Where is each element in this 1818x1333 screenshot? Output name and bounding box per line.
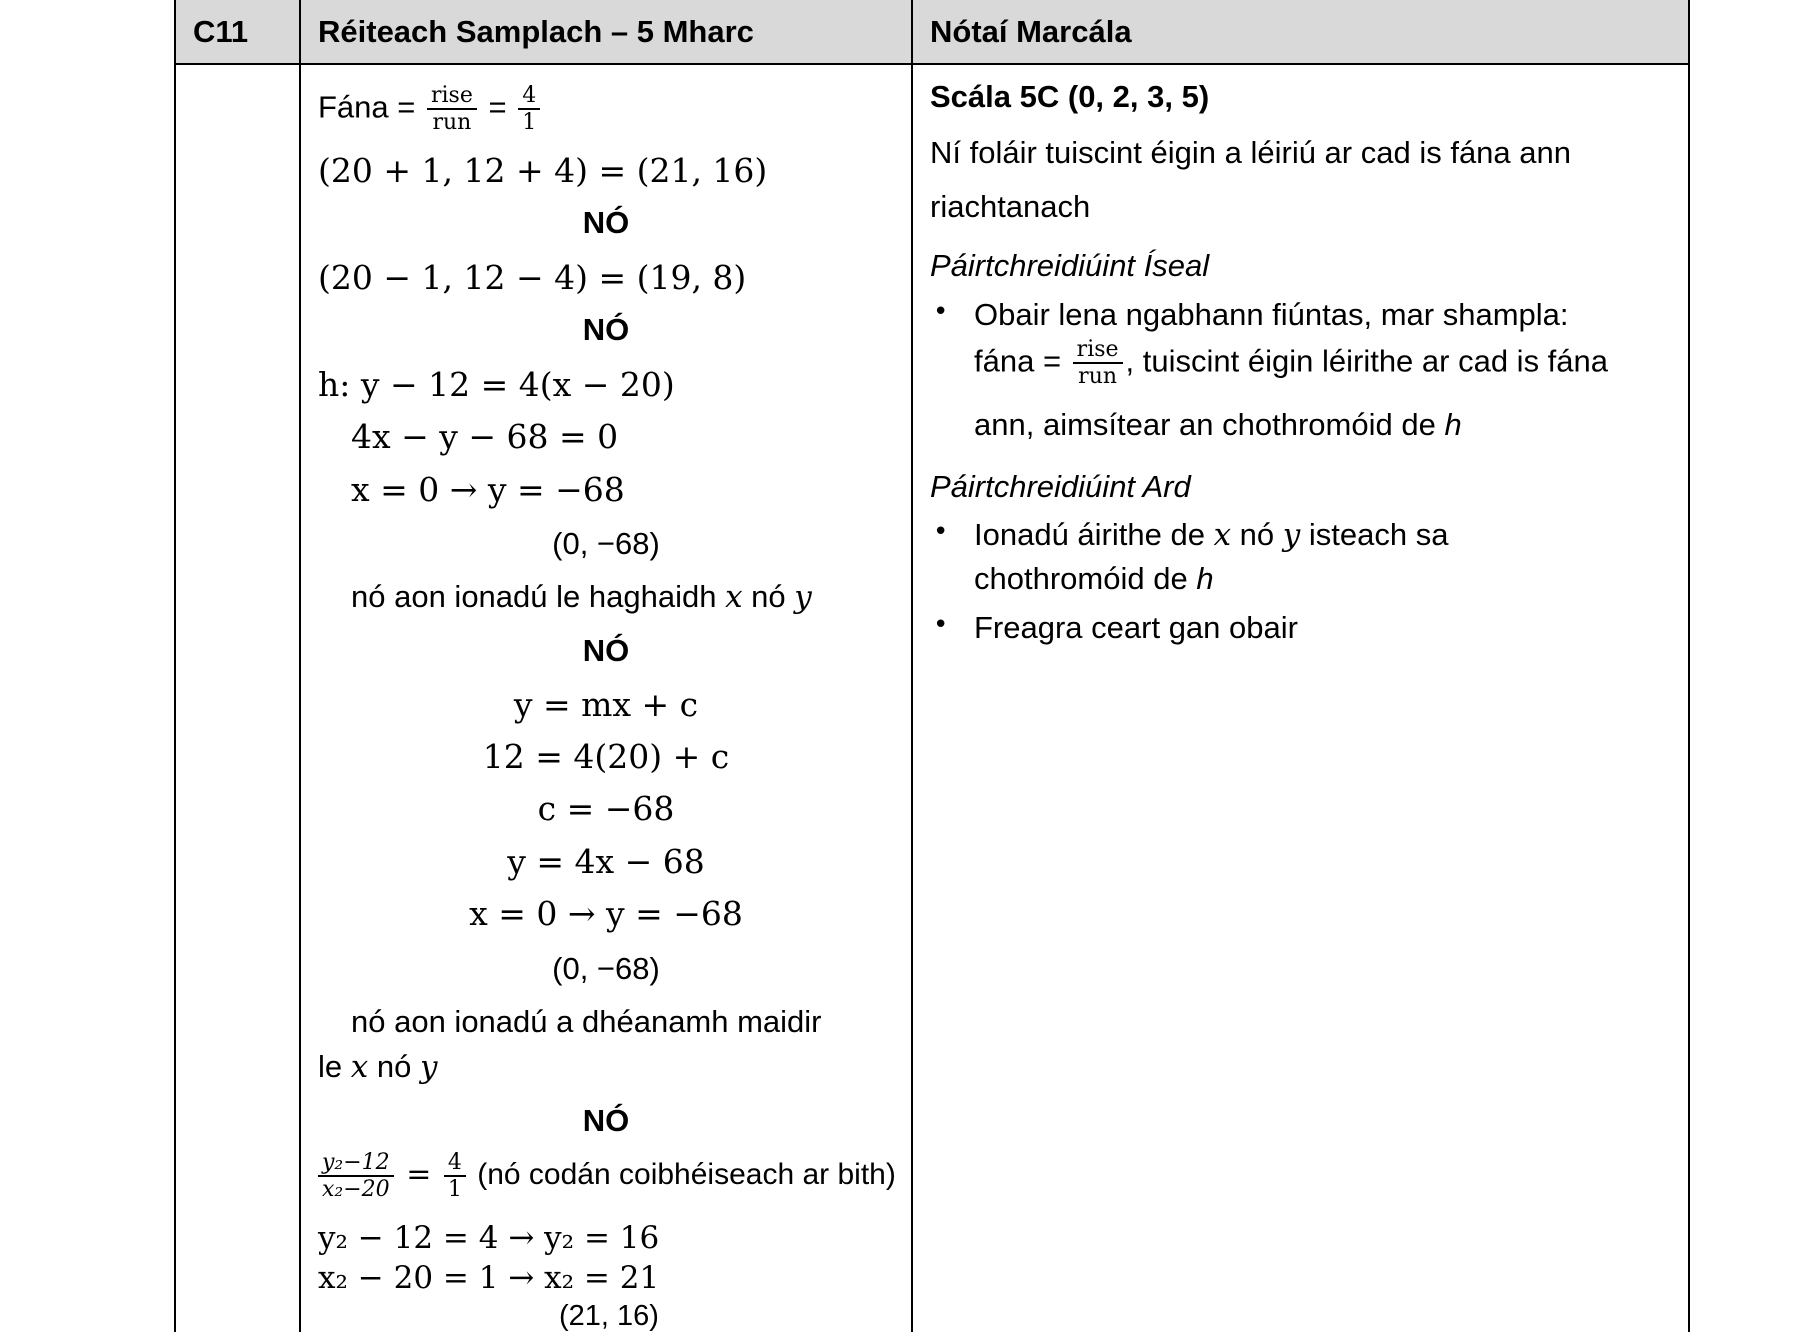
high-credit-bullet-1-line-2 — [974, 561, 1214, 597]
header-question: C11 — [175, 0, 300, 64]
c-value: c = −68 — [537, 789, 675, 828]
variable-h: h — [1196, 561, 1214, 596]
note-text: ann, aimsítear an chothromóid de — [974, 407, 1445, 442]
note-text: Ionadú áirithe de — [974, 517, 1214, 552]
or-separator-3: NÓ — [582, 633, 630, 668]
bullet-icon: • — [933, 297, 949, 327]
bullet-icon: • — [933, 517, 949, 547]
substitution-line-2: x = 0 → y = −68 — [469, 894, 743, 933]
fraction-numerator: rise — [1073, 337, 1123, 364]
point-result-1: (0, −68) — [552, 526, 660, 561]
low-credit-bullet-line-2 — [974, 337, 1608, 390]
or-separator-1: NÓ — [582, 205, 630, 240]
plus-coordinates-line: (20 + 1, 12 + 4) = (21, 16) — [318, 151, 768, 190]
note-text: fána = — [974, 343, 1070, 379]
fraction-denominator: run — [1078, 364, 1118, 390]
low-credit-bullet-line-3 — [974, 407, 1462, 443]
equivalent-fraction-note: (nó codán coibhéiseach ar bith) — [468, 1158, 896, 1192]
standard-form-equation: 4x − y − 68 = 0 — [351, 417, 619, 456]
note-text: nó aon ionadú le haghaidh — [351, 579, 726, 614]
variable-x: x — [350, 1049, 369, 1085]
equals-sign: = — [396, 1157, 441, 1193]
solution-cell — [300, 64, 912, 1332]
variable-y: y — [419, 1049, 438, 1085]
table-header-row — [175, 0, 1689, 64]
fana-line — [318, 83, 543, 136]
low-credit-bullet-line-1: Obair lena ngabhann fiúntas, mar shampla: — [974, 297, 1569, 332]
rise-run-fraction — [427, 83, 477, 136]
minus-coordinates-line: (20 − 1, 12 − 4) = (19, 8) — [318, 258, 747, 297]
four-over-one-fraction — [518, 83, 540, 136]
header-notes: Nótaí Marcála — [912, 0, 1689, 64]
any-substitution-note-2: nó aon ionadú a dhéanamh maidir — [351, 1004, 822, 1039]
high-partial-credit-title: Páirtchreidiúint Ard — [930, 469, 1191, 504]
variable-x: x — [1213, 517, 1232, 553]
any-substitution-note-2-cont — [318, 1049, 437, 1085]
fraction-numerator: rise — [427, 83, 477, 110]
point-result-3: (21, 16) — [559, 1300, 659, 1332]
y2-calculation: y₂ − 12 = 4 → y₂ = 16 — [318, 1220, 660, 1256]
requirement-line-2: riachtanach — [930, 189, 1091, 224]
note-text: chothromóid de — [974, 561, 1197, 596]
line-h-equation: h: y − 12 = 4(x − 20) — [318, 365, 675, 404]
substitution-line-1: x = 0 → y = −68 — [351, 470, 625, 509]
note-text: , tuiscint éigin léirithe ar cad is fána — [1125, 343, 1609, 379]
fraction-numerator: 4 — [444, 1150, 466, 1177]
slope-intercept-form: y = mx + c — [513, 685, 699, 724]
any-substitution-note-1 — [351, 579, 812, 615]
coordinate-ratio-fraction — [318, 1150, 394, 1203]
header-solution: Réiteach Samplach – 5 Mharc — [300, 0, 912, 64]
table-body-row — [175, 64, 1689, 1332]
line-equation-result: y = 4x − 68 — [507, 842, 705, 881]
note-text: nó — [1231, 517, 1283, 552]
fraction-denominator: 1 — [447, 1177, 462, 1203]
fraction-denominator: 1 — [522, 110, 537, 136]
variable-y: y — [794, 579, 812, 615]
fraction-denominator: run — [432, 110, 472, 136]
fraction-denominator: x₂−20 — [322, 1177, 390, 1203]
note-text: nó — [742, 579, 795, 614]
requirement-line-1: Ní foláir tuiscint éigin a léiriú ar cad is fána ann — [930, 135, 1571, 170]
slope-intercept-substitution: 12 = 4(20) + c — [482, 737, 730, 776]
low-partial-credit-title: Páirtchreidiúint Íseal — [930, 248, 1210, 283]
note-text: nó — [368, 1049, 420, 1084]
ratio-equation-line — [318, 1150, 896, 1203]
variable-h: h — [1444, 407, 1462, 442]
or-separator-2: NÓ — [582, 312, 630, 347]
or-separator-4: NÓ — [582, 1103, 630, 1138]
note-text: le — [318, 1049, 351, 1084]
note-text: isteach sa — [1300, 517, 1449, 552]
rise-run-fraction — [1073, 337, 1123, 390]
four-over-one-fraction — [444, 1150, 466, 1203]
scale-label: Scála 5C (0, 2, 3, 5) — [930, 79, 1210, 114]
variable-x: x — [725, 579, 743, 615]
bullet-icon: • — [933, 610, 949, 640]
high-credit-bullet-1-line-1 — [974, 517, 1449, 553]
notes-cell — [912, 64, 1689, 1332]
high-credit-bullet-2: Freagra ceart gan obair — [974, 610, 1298, 645]
x2-calculation: x₂ − 20 = 1 → x₂ = 21 — [318, 1260, 660, 1296]
equals-sign: = — [479, 89, 516, 125]
marking-table — [174, 0, 1690, 1332]
point-result-2: (0, −68) — [552, 951, 660, 986]
question-cell — [175, 64, 300, 1332]
fana-label: Fána = — [318, 89, 424, 125]
fraction-numerator: 4 — [518, 83, 540, 110]
variable-y: y — [1282, 517, 1301, 553]
fraction-numerator: y₂−12 — [318, 1150, 394, 1177]
